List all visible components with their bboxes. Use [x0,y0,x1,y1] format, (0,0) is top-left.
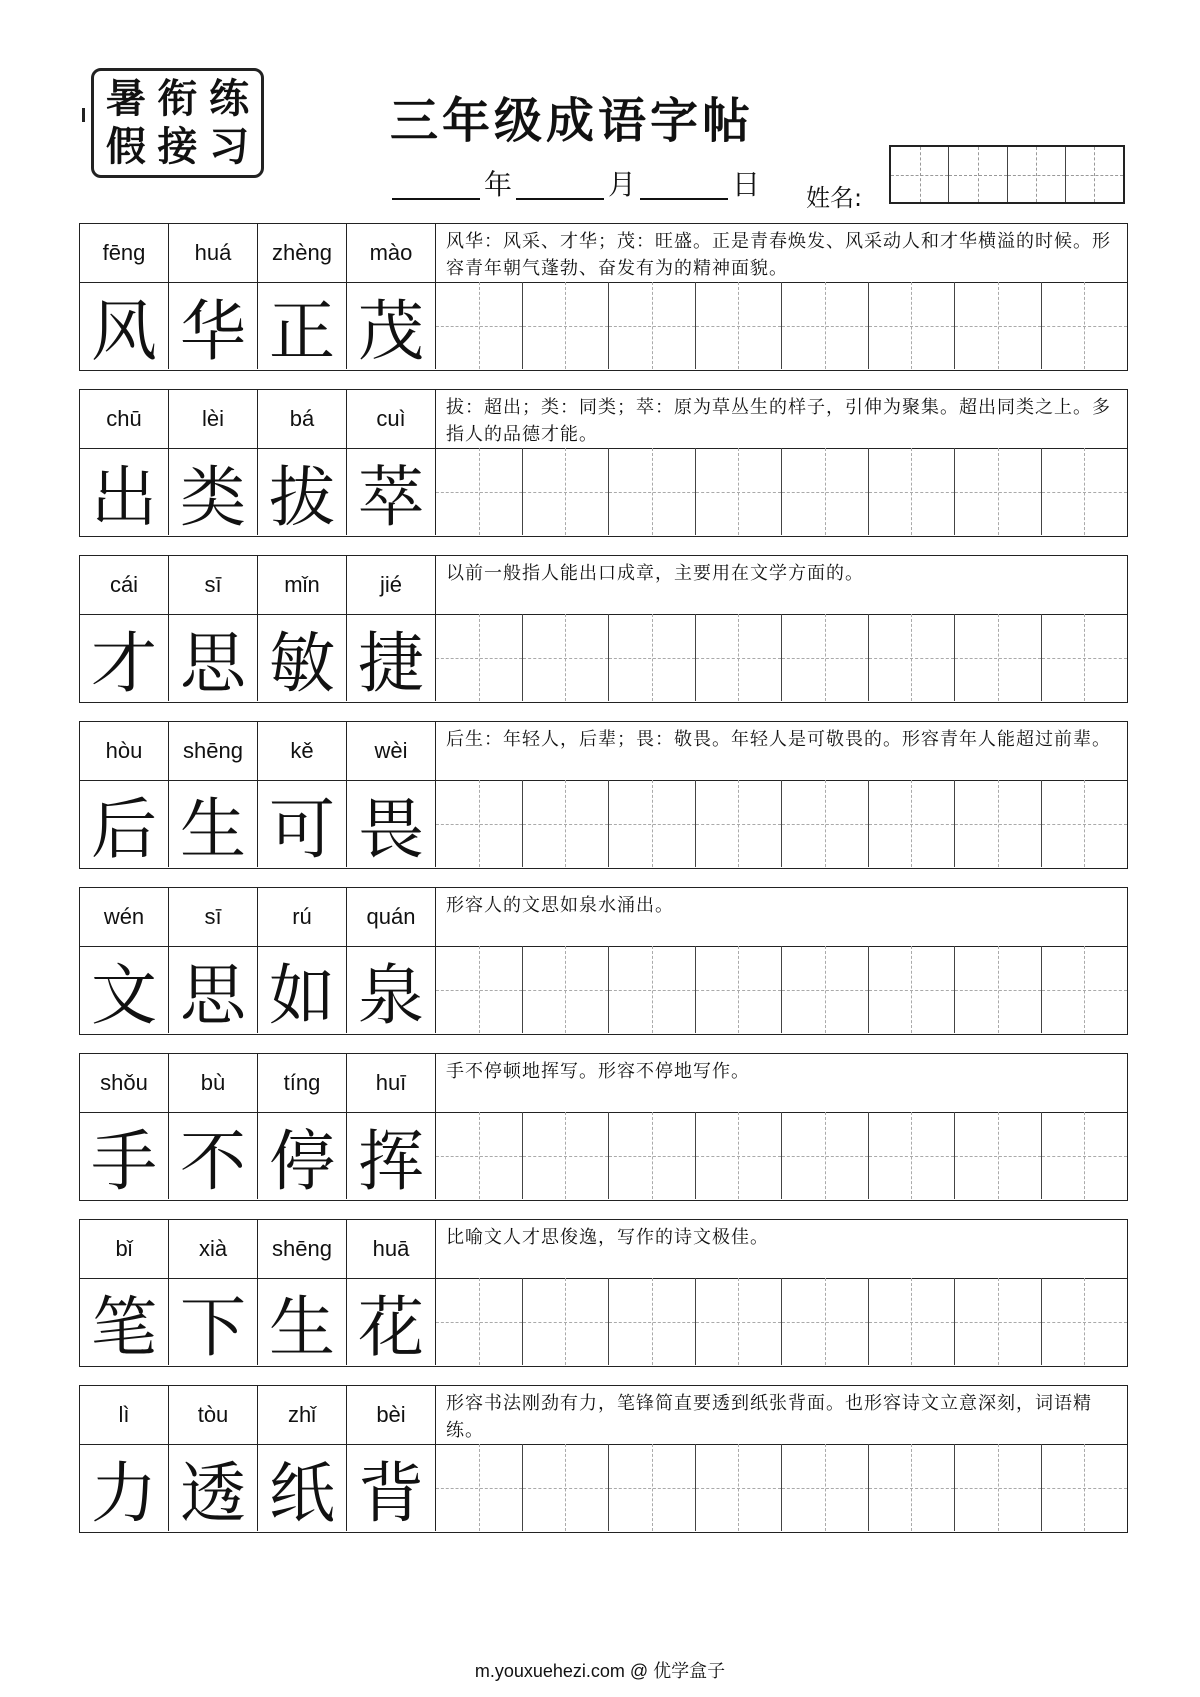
idiom-meaning: 比喻文人才思俊逸，写作的诗文极佳。 [446,1227,769,1248]
page-title: 三年级成语字帖 [390,93,755,149]
pinyin-cell: hòu [80,722,169,780]
pinyin-cell: xià [169,1220,258,1278]
practice-grid [436,1444,1127,1531]
pinyin-cell: tòu [169,1386,258,1444]
practice-cell[interactable] [609,946,696,1033]
pinyin-cell: quán [347,888,436,946]
practice-grid [436,1112,1127,1199]
model-char: 停 [258,1112,347,1199]
practice-cell[interactable] [609,282,696,369]
pinyin-cell: shēng [169,722,258,780]
practice-cell[interactable] [955,448,1042,535]
practice-cell[interactable] [869,1112,956,1199]
practice-cell[interactable] [869,282,956,369]
practice-cell[interactable] [696,448,783,535]
pinyin-row [80,556,1127,615]
practice-grid [436,448,1127,535]
name-cell[interactable] [949,147,1007,202]
practice-cell[interactable] [523,282,610,369]
practice-cell[interactable] [609,780,696,867]
practice-grid [436,614,1127,701]
practice-cell[interactable] [523,780,610,867]
pinyin-cell: huā [347,1220,436,1278]
pinyin-cell: mào [347,224,436,282]
pinyin-cell: chū [80,390,169,448]
pinyin-cell: huá [169,224,258,282]
practice-cell[interactable] [523,946,610,1033]
model-char: 萃 [347,448,436,535]
pinyin-row [80,224,1127,283]
pinyin-cell: zhèng [258,224,347,282]
pinyin-cell: bù [169,1054,258,1112]
practice-cell[interactable] [436,614,523,701]
model-char: 茂 [347,282,436,369]
model-char: 挥 [347,1112,436,1199]
stamp-char: 暑 [105,75,146,122]
idiom-row [79,223,1128,371]
year-label: 年 [484,168,513,201]
char-row [80,282,1127,369]
pinyin-cell: sī [169,888,258,946]
pinyin-row [80,888,1127,947]
idiom-meaning: 形容书法刚劲有力，笔锋简直要透到纸张背面。也形容诗文立意深刻，词语精练。 [446,1393,1092,1441]
char-row [80,614,1127,701]
pinyin-row [80,390,1127,449]
pinyin-cell: kě [258,722,347,780]
practice-cell[interactable] [523,1444,610,1531]
model-char: 笔 [80,1278,169,1365]
practice-cell[interactable] [1042,1112,1128,1199]
char-row [80,1278,1127,1365]
model-char: 出 [80,448,169,535]
pinyin-cell: wén [80,888,169,946]
practice-cell[interactable] [782,614,869,701]
practice-cell[interactable] [782,1112,869,1199]
practice-cell[interactable] [696,614,783,701]
idiom-row [79,389,1128,537]
practice-cell[interactable] [523,1112,610,1199]
practice-cell[interactable] [609,1278,696,1365]
char-row [80,448,1127,535]
stamp-char: 习 [209,123,250,170]
pinyin-row [80,722,1127,781]
pinyin-row [80,1054,1127,1113]
practice-cell[interactable] [782,780,869,867]
pinyin-cell: lì [80,1386,169,1444]
model-char: 透 [169,1444,258,1531]
practice-cell[interactable] [609,448,696,535]
practice-cell[interactable] [696,780,783,867]
practice-cell[interactable] [609,1444,696,1531]
idiom-row [79,721,1128,869]
practice-cell[interactable] [696,282,783,369]
model-char: 华 [169,282,258,369]
practice-cell[interactable] [869,946,956,1033]
char-row [80,1112,1127,1199]
idiom-row [79,555,1128,703]
practice-cell[interactable] [1042,614,1128,701]
name-cell[interactable] [1008,147,1066,202]
idiom-row [79,887,1128,1035]
practice-cell[interactable] [696,1278,783,1365]
practice-cell[interactable] [955,282,1042,369]
month-label: 月 [608,168,637,201]
model-char: 花 [347,1278,436,1365]
practice-cell[interactable] [696,946,783,1033]
idiom-meaning: 手不停顿地挥写。形容不停地写作。 [446,1061,750,1082]
model-char: 文 [80,946,169,1033]
stamp-char: 假 [105,123,146,170]
pinyin-cell: bá [258,390,347,448]
practice-cell[interactable] [955,1112,1042,1199]
idiom-row [79,1053,1128,1201]
practice-cell[interactable] [436,1444,523,1531]
stamp-char: 衔 [157,75,198,122]
date-line [392,168,764,200]
model-char: 可 [258,780,347,867]
practice-cell[interactable] [696,1444,783,1531]
pinyin-cell: sī [169,556,258,614]
pinyin-cell: wèi [347,722,436,780]
idiom-row [79,1385,1128,1533]
pinyin-cell: shēng [258,1220,347,1278]
pinyin-cell: huī [347,1054,436,1112]
pinyin-cell: bèi [347,1386,436,1444]
name-cell[interactable] [891,147,949,202]
practice-cell[interactable] [1042,448,1128,535]
practice-cell[interactable] [782,1278,869,1365]
pinyin-cell: zhǐ [258,1386,347,1444]
model-char: 风 [80,282,169,369]
practice-cell[interactable] [523,1278,610,1365]
practice-cell[interactable] [436,282,523,369]
idiom-row [79,1219,1128,1367]
practice-cell[interactable] [782,946,869,1033]
pinyin-cell: lèi [169,390,258,448]
idiom-meaning: 形容人的文思如泉水涌出。 [446,895,674,916]
practice-cell[interactable] [782,448,869,535]
practice-cell[interactable] [955,780,1042,867]
pinyin-row [80,1220,1127,1279]
pinyin-cell: cái [80,556,169,614]
model-char: 正 [258,282,347,369]
practice-cell[interactable] [609,1112,696,1199]
practice-cell[interactable] [523,448,610,535]
idiom-list [79,223,1128,1551]
model-char: 纸 [258,1444,347,1531]
model-char: 思 [169,946,258,1033]
char-row [80,1444,1127,1531]
name-label: 姓名: [806,184,863,212]
pinyin-cell: shǒu [80,1054,169,1112]
model-char: 泉 [347,946,436,1033]
practice-cell[interactable] [955,946,1042,1033]
pinyin-cell: jié [347,556,436,614]
practice-cell[interactable] [869,1278,956,1365]
pinyin-cell: mǐn [258,556,347,614]
model-char: 手 [80,1112,169,1199]
practice-cell[interactable] [436,1278,523,1365]
stamp-char: 接 [157,123,198,170]
model-char: 思 [169,614,258,701]
model-char: 敏 [258,614,347,701]
month-blank[interactable] [516,168,604,200]
pinyin-cell: rú [258,888,347,946]
practice-cell[interactable] [696,1112,783,1199]
practice-cell[interactable] [436,780,523,867]
practice-cell[interactable] [869,614,956,701]
model-char: 生 [258,1278,347,1365]
model-char: 不 [169,1112,258,1199]
char-row [80,780,1127,867]
practice-cell[interactable] [869,448,956,535]
practice-cell[interactable] [436,1112,523,1199]
practice-cell[interactable] [782,1444,869,1531]
summer-practice-stamp [91,68,264,178]
practice-cell[interactable] [955,1444,1042,1531]
practice-cell[interactable] [609,614,696,701]
idiom-meaning: 拔：超出；类：同类；萃：原为草丛生的样子，引伸为聚集。超出同类之上。多指人的品德才能。 [446,397,1111,445]
practice-cell[interactable] [436,946,523,1033]
model-char: 背 [347,1444,436,1531]
char-row [80,946,1127,1033]
practice-cell[interactable] [523,614,610,701]
model-char: 捷 [347,614,436,701]
practice-cell[interactable] [1042,1278,1128,1365]
name-box[interactable] [889,145,1125,204]
pinyin-cell: bǐ [80,1220,169,1278]
name-cell[interactable] [1066,147,1123,202]
model-char: 类 [169,448,258,535]
idiom-meaning: 后生：年轻人，后辈；畏：敬畏。年轻人是可敬畏的。形容青年人能超过前辈。 [446,729,1111,750]
model-char: 力 [80,1444,169,1531]
practice-grid [436,780,1127,867]
model-char: 畏 [347,780,436,867]
year-blank[interactable] [392,168,480,200]
practice-grid [436,946,1127,1033]
practice-grid [436,1278,1127,1365]
practice-cell[interactable] [955,1278,1042,1365]
pinyin-cell: cuì [347,390,436,448]
model-char: 生 [169,780,258,867]
practice-cell[interactable] [1042,1444,1128,1531]
practice-cell[interactable] [1042,946,1128,1033]
model-char: 下 [169,1278,258,1365]
practice-cell[interactable] [782,282,869,369]
model-char: 如 [258,946,347,1033]
stamp-char: 练 [209,75,250,122]
pinyin-row [80,1386,1127,1445]
footer-credit: m.youxuehezi.com @ 优学盒子 [474,1661,726,1681]
day-blank[interactable] [640,168,728,200]
practice-cell[interactable] [869,1444,956,1531]
pinyin-cell: fēng [80,224,169,282]
practice-cell[interactable] [869,780,956,867]
practice-cell[interactable] [1042,282,1128,369]
model-char: 后 [80,780,169,867]
idiom-meaning: 以前一般指人能出口成章，主要用在文学方面的。 [446,563,864,584]
practice-grid [436,282,1127,369]
day-label: 日 [732,168,761,201]
model-char: 拔 [258,448,347,535]
practice-cell[interactable] [955,614,1042,701]
model-char: 才 [80,614,169,701]
practice-cell[interactable] [436,448,523,535]
practice-cell[interactable] [1042,780,1128,867]
pinyin-cell: tíng [258,1054,347,1112]
stamp-tick [82,108,85,122]
idiom-meaning: 风华：风采、才华；茂：旺盛。正是青春焕发、风采动人和才华横溢的时候。形容青年朝气蓬勃、奋发有为的精神面貌。 [446,231,1111,279]
